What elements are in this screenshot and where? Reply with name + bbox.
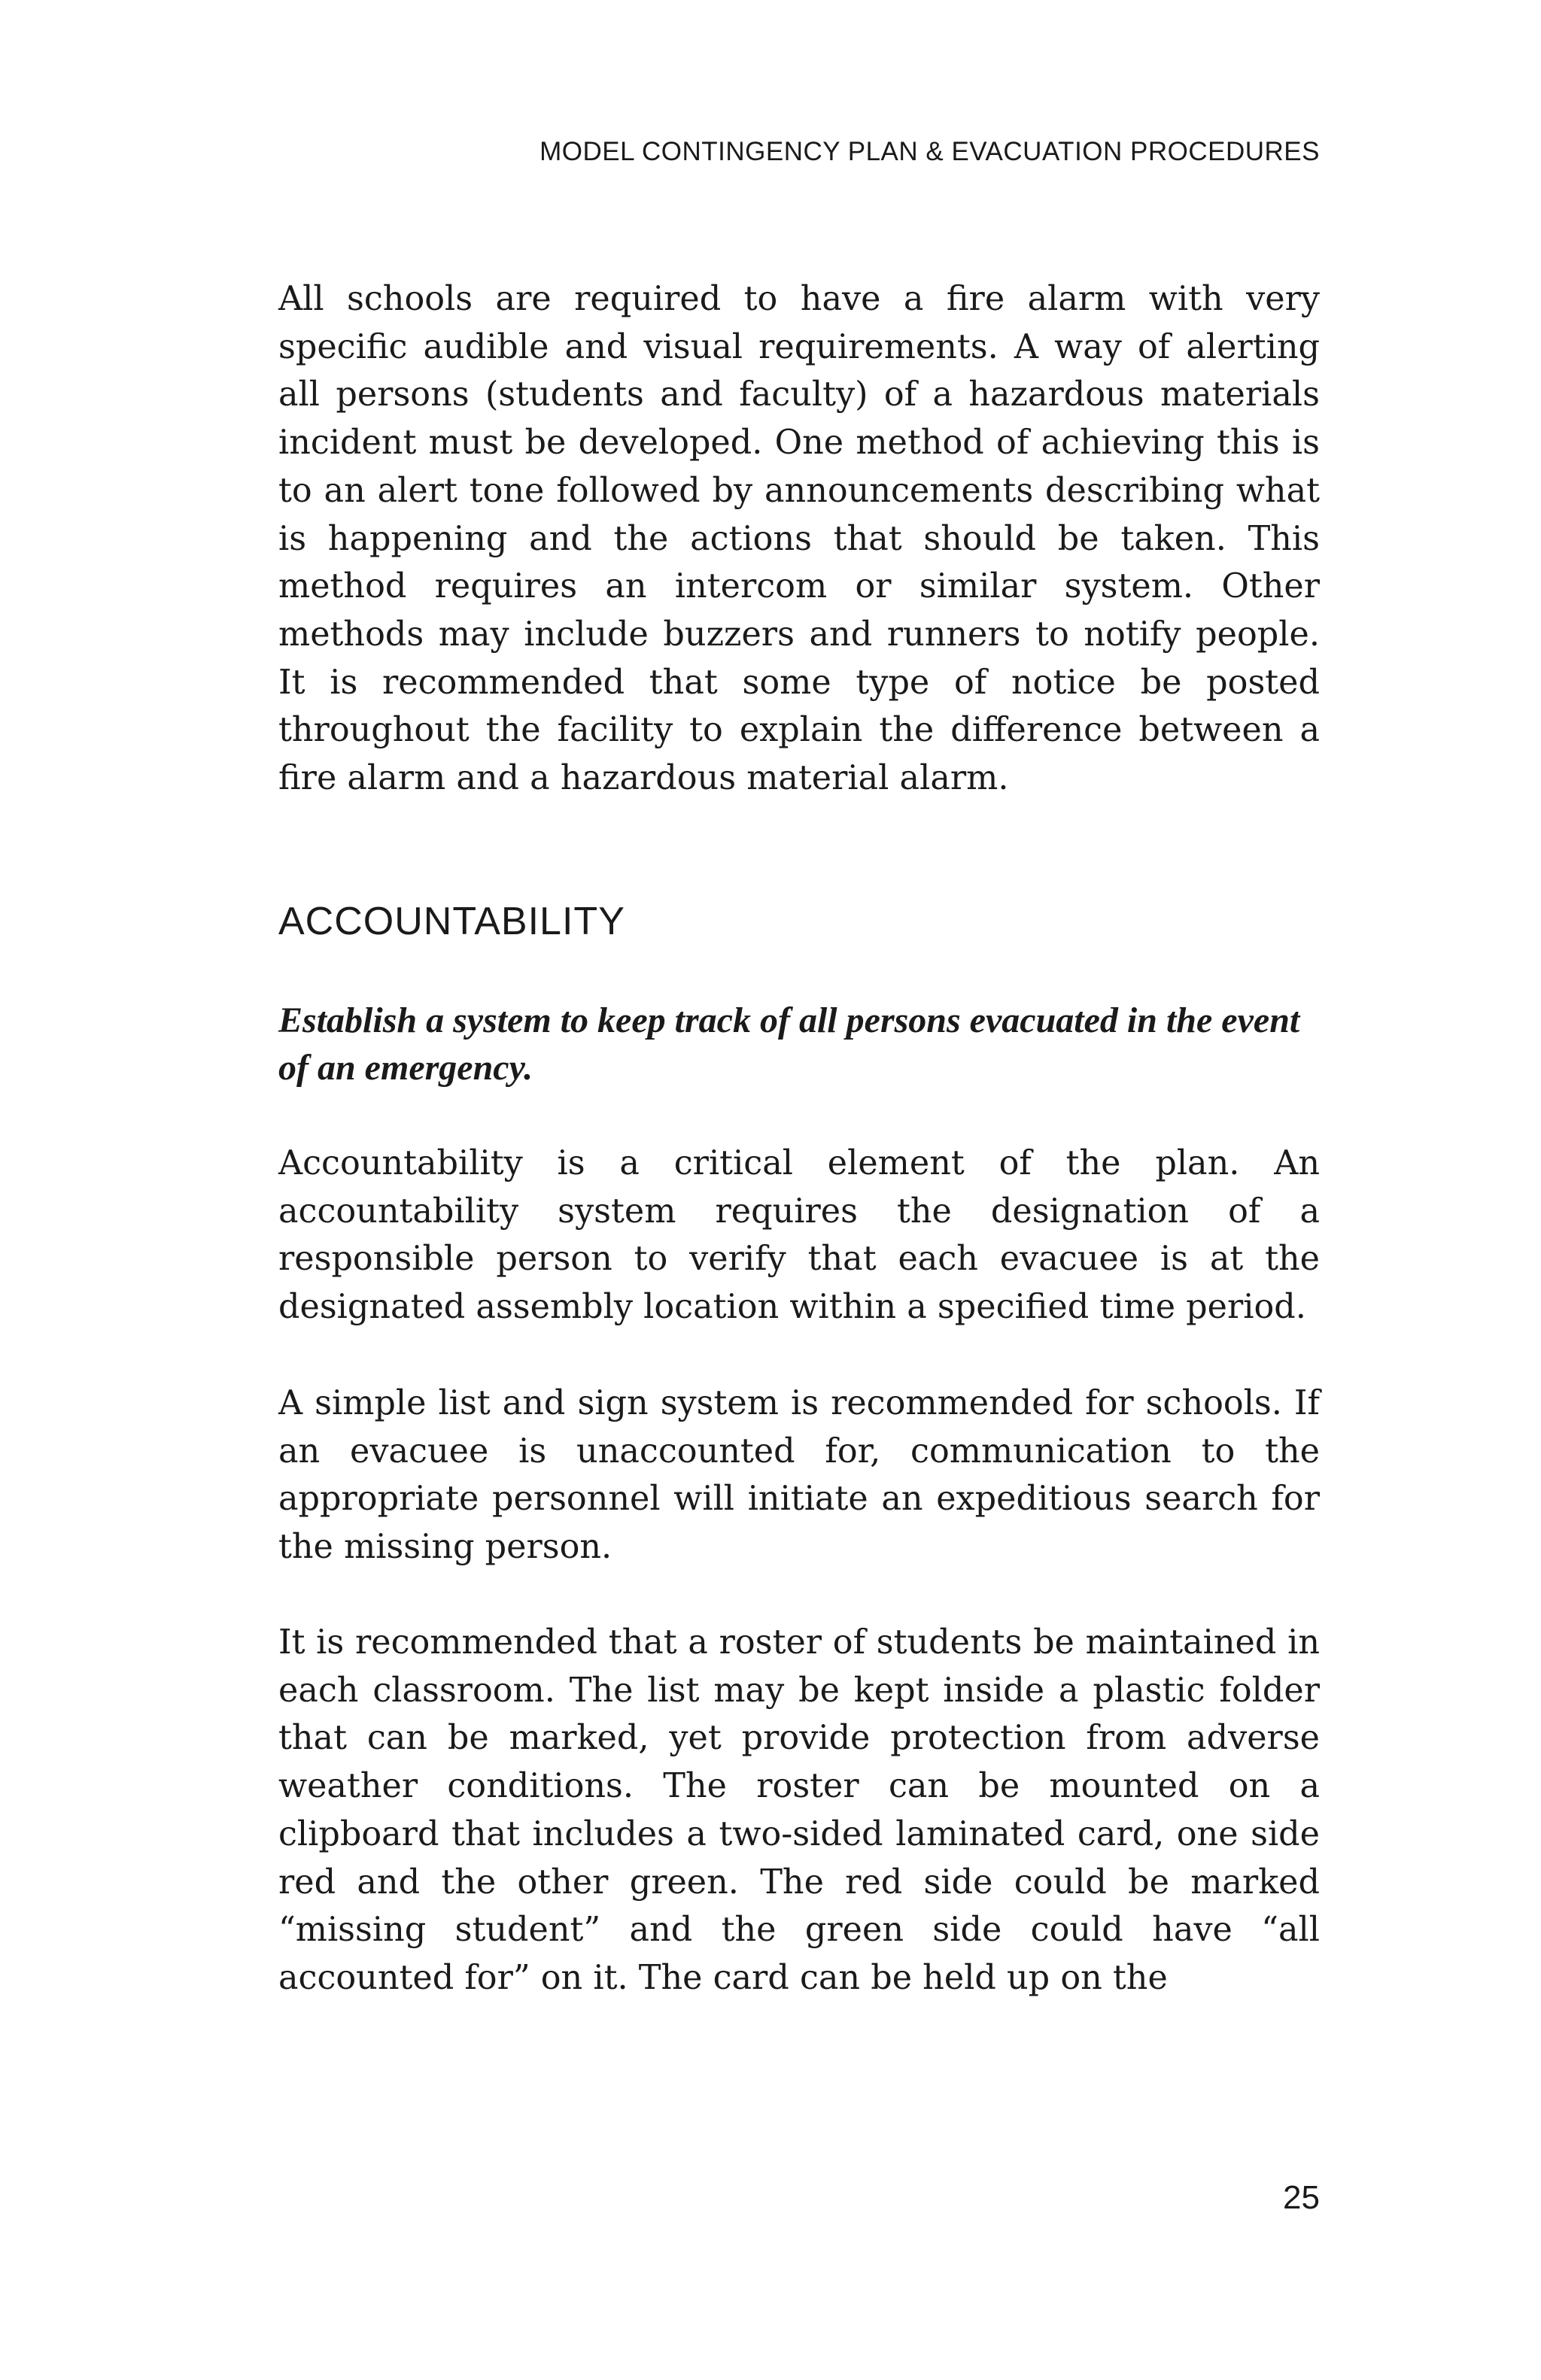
page-number: 25 — [1283, 2179, 1320, 2216]
paragraph-list-sign-system: A simple list and sign system is recommended for schools. If an evacuee is unaccounted for, communication to the appropriate personnel will initiate an expeditious search for the missing person. — [278, 1384, 1320, 1567]
section-heading: ACCOUNTABILITY — [278, 900, 625, 943]
running-header: MODEL CONTINGENCY PLAN & EVACUATION PROCEDURES — [540, 137, 1320, 166]
paragraph-roster: It is recommended that a roster of students be maintained in each classroom. The list may be kept inside a plastic folder that can be marked, yet provide protection from adverse weather conditions. The roster can be mounted on a clipboard that includes a two-sided laminated card, one side red and the other green. The red side could be marked “missing student” and the green side could have “all accounted for” on it. The card can be held up on the — [278, 1623, 1320, 1997]
section-lead: Establish a system to keep track of all persons evacuated in the event of an emergency. — [278, 1000, 1300, 1088]
paragraph-accountability: Accountability is a critical element of the plan. An accountability system requires the designation of a responsible person to verify that each evacuee is at the designated assembly location within a specified time period. — [278, 1144, 1320, 1327]
intro-paragraph: All schools are required to have a fire alarm with very specific audible and visual requirements. A way of alerting all persons (students and faculty) of a hazardous materials incident must be developed. One method of achieving this is to an alert tone followed by announcements describing what is happening and the actions that should be taken. This method requires an intercom or similar system. Other methods may include buzzers and runners to notify people. It is recommended that some type of notice be posted throughout the facility to explain the difference between a fire alarm and a hazardous material alarm. — [278, 280, 1320, 798]
